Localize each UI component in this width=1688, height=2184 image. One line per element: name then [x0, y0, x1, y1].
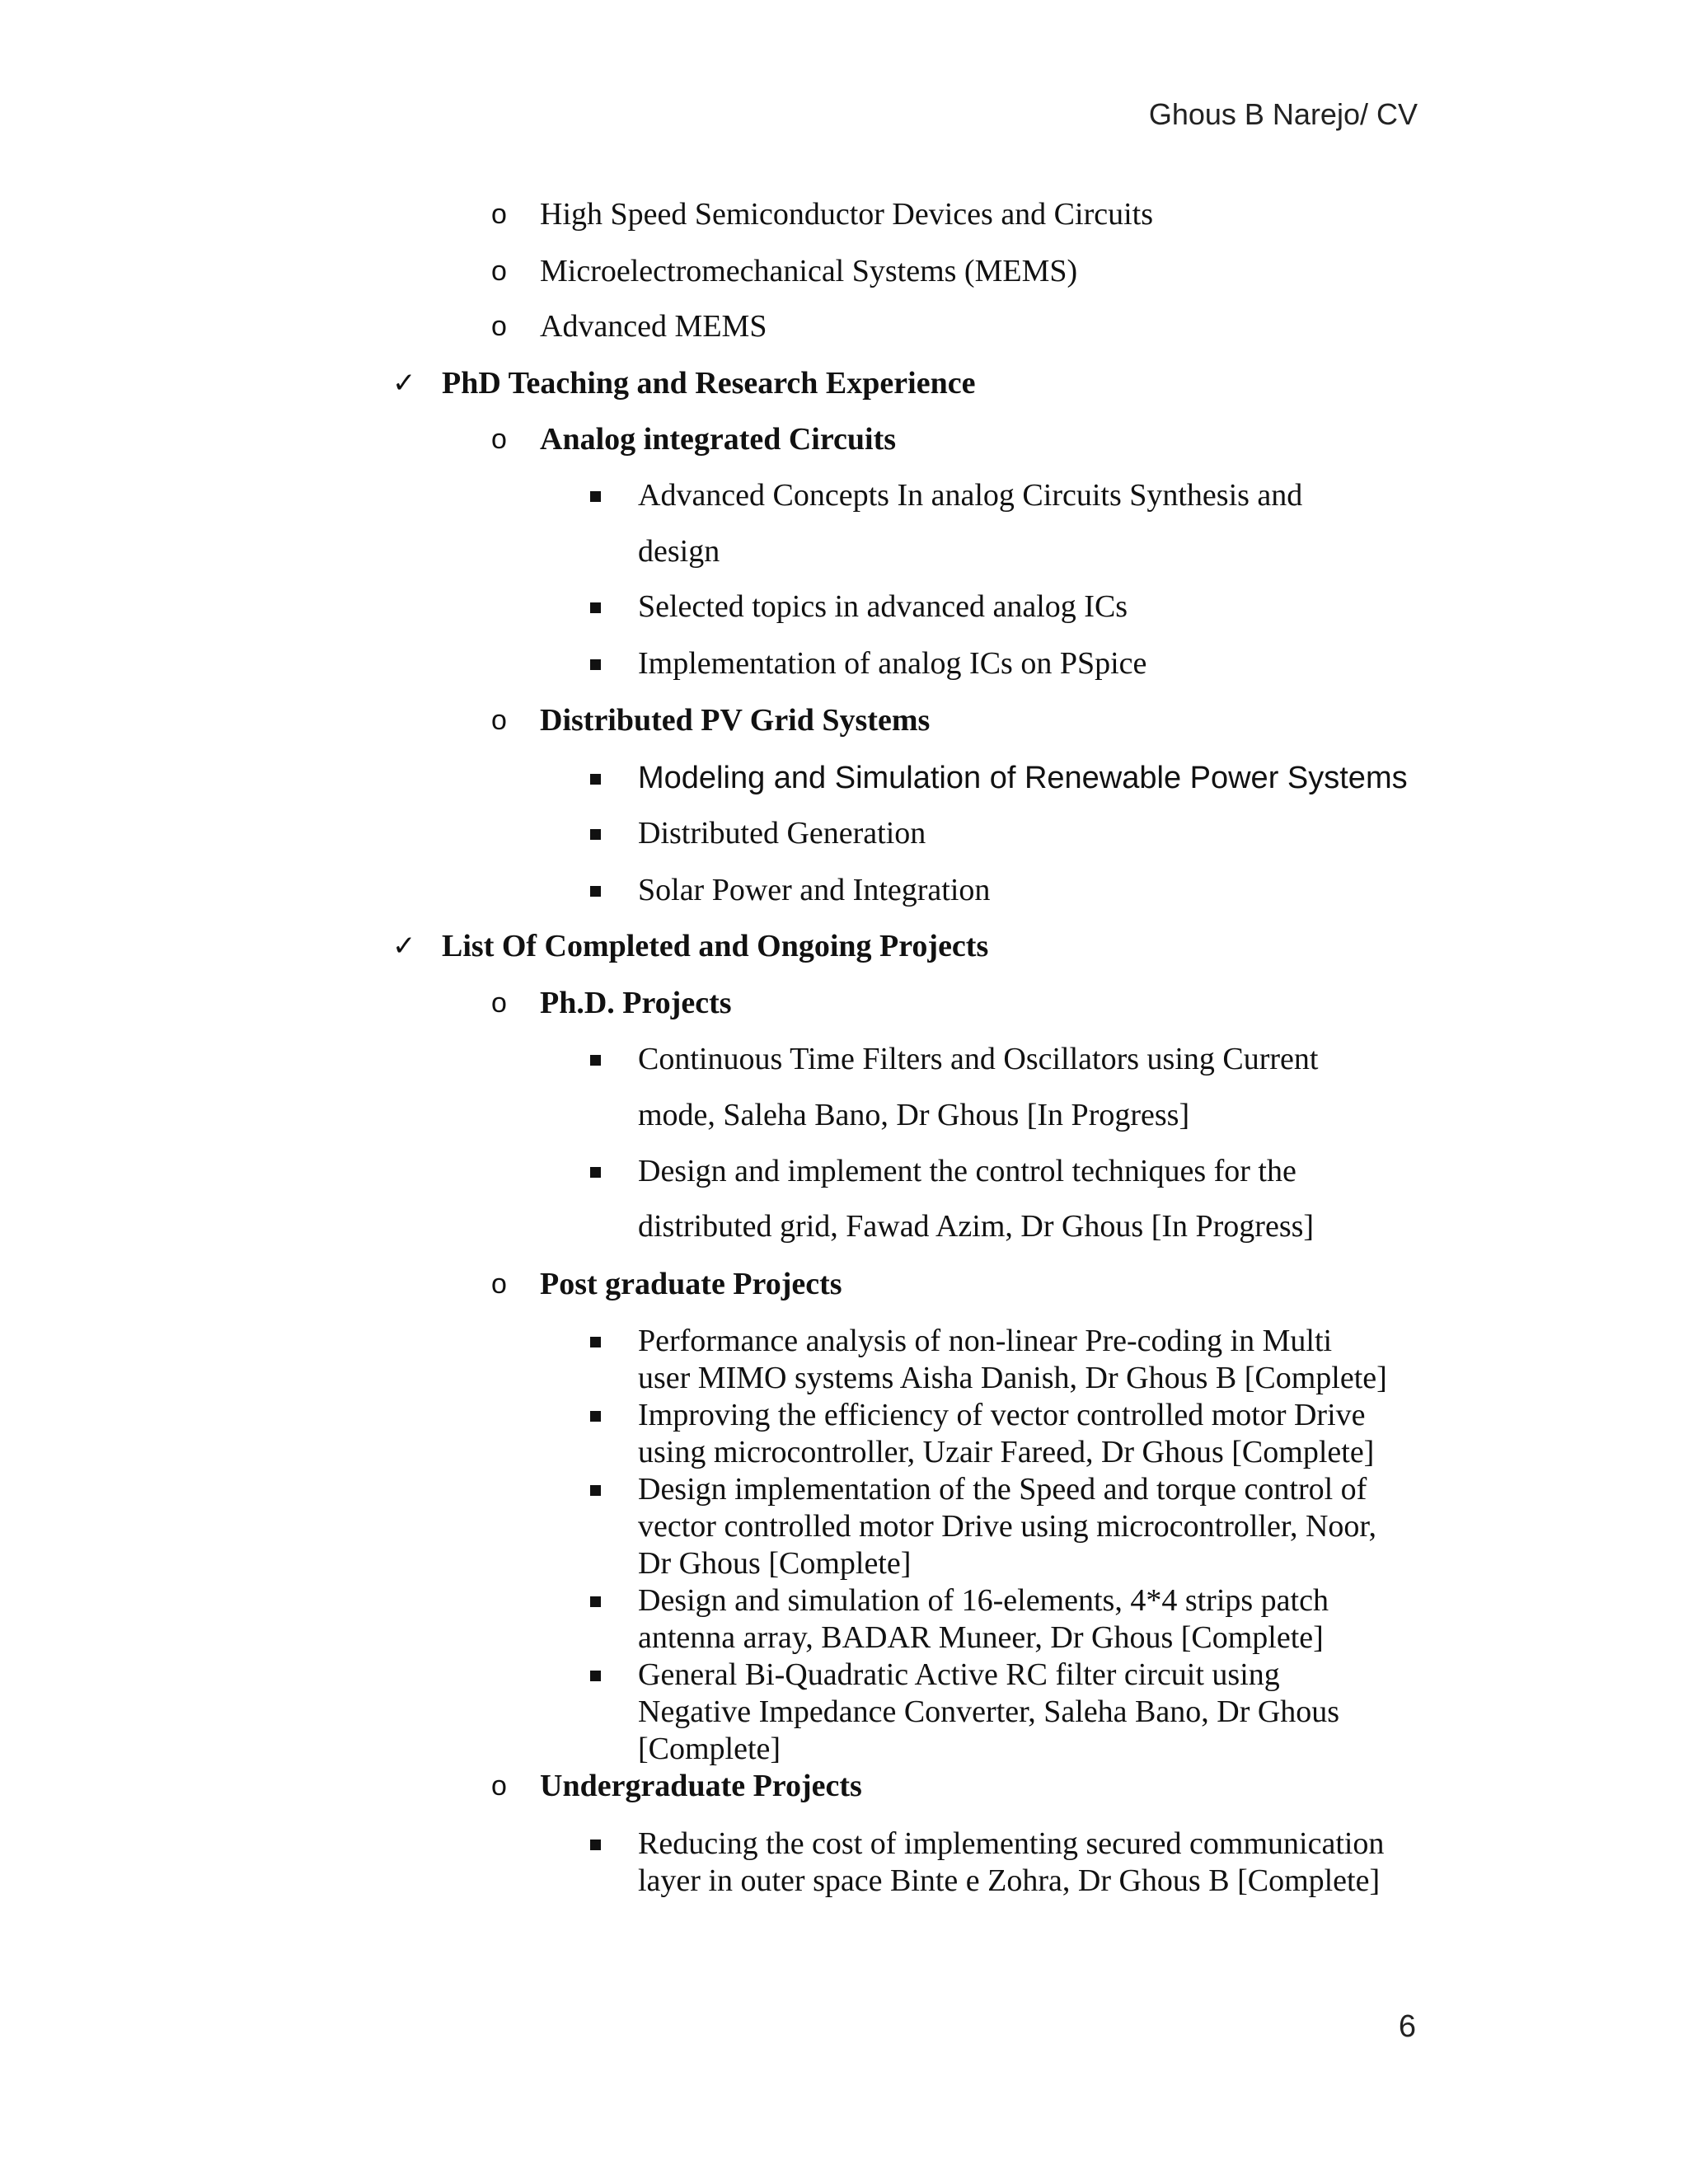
- square-bullet-icon: [590, 1055, 601, 1066]
- list-item-continuation: mode, Saleha Bano, Dr Ghous [In Progress]: [638, 1098, 1190, 1132]
- list-item: Advanced Concepts In analog Circuits Synthesis and: [638, 478, 1303, 513]
- section-heading: List Of Completed and Ongoing Projects: [442, 929, 989, 963]
- list-item: Reducing the cost of implementing secured communication: [638, 1826, 1385, 1861]
- square-bullet-icon: [590, 1671, 601, 1681]
- list-item-continuation: distributed grid, Fawad Azim, Dr Ghous [In Progress]: [638, 1209, 1315, 1244]
- list-item-continuation: using microcontroller, Uzair Fareed, Dr Ghous [Complete]: [638, 1435, 1375, 1469]
- circle-bullet-icon: o: [491, 424, 507, 455]
- list-item: Advanced MEMS: [540, 309, 767, 344]
- list-item-continuation: design: [638, 534, 720, 569]
- square-bullet-icon: [590, 1337, 601, 1347]
- list-item-continuation: Negative Impedance Converter, Saleha Bano, Dr Ghous: [638, 1694, 1340, 1729]
- subsection-heading: Analog integrated Circuits: [540, 422, 897, 457]
- square-bullet-icon: [590, 1167, 601, 1178]
- list-item: Modeling and Simulation of Renewable Power Systems: [638, 761, 1408, 795]
- square-bullet-icon: [590, 774, 601, 785]
- list-item: Solar Power and Integration: [638, 873, 991, 907]
- circle-bullet-icon: o: [491, 311, 507, 342]
- list-item: Implementation of analog ICs on PSpice: [638, 646, 1147, 681]
- list-item: Continuous Time Filters and Oscillators using Current: [638, 1042, 1319, 1076]
- subsection-heading: Post graduate Projects: [540, 1267, 842, 1301]
- list-item-continuation: vector controlled motor Drive using microcontroller, Noor,: [638, 1509, 1377, 1544]
- circle-bullet-icon: o: [491, 987, 507, 1019]
- list-item: Design and simulation of 16-elements, 4*4 strips patch: [638, 1583, 1329, 1618]
- subsection-heading: Distributed PV Grid Systems: [540, 703, 931, 738]
- checkmark-icon: ✓: [392, 930, 416, 963]
- square-bullet-icon: [590, 1411, 601, 1422]
- list-item-continuation: Dr Ghous [Complete]: [638, 1546, 912, 1581]
- list-item: Distributed Generation: [638, 816, 926, 851]
- page-header: Ghous B Narejo/ CV: [1148, 97, 1418, 131]
- list-item-continuation: user MIMO systems Aisha Danish, Dr Ghous B [Complete]: [638, 1361, 1387, 1395]
- circle-bullet-icon: o: [491, 255, 507, 287]
- square-bullet-icon: [590, 829, 601, 840]
- square-bullet-icon: [590, 1485, 601, 1496]
- square-bullet-icon: [590, 602, 601, 613]
- list-item: Design implementation of the Speed and torque control of: [638, 1472, 1367, 1507]
- list-item: Microelectromechanical Systems (MEMS): [540, 254, 1078, 288]
- list-item-continuation: layer in outer space Binte e Zohra, Dr Ghous B [Complete]: [638, 1863, 1381, 1898]
- square-bullet-icon: [590, 886, 601, 897]
- list-item: Selected topics in advanced analog ICs: [638, 589, 1128, 624]
- square-bullet-icon: [590, 1840, 601, 1850]
- section-heading: PhD Teaching and Research Experience: [442, 366, 976, 401]
- list-item: Performance analysis of non-linear Pre-coding in Multi: [638, 1324, 1333, 1358]
- circle-bullet-icon: o: [491, 1268, 507, 1300]
- circle-bullet-icon: o: [491, 199, 507, 230]
- list-item: General Bi-Quadratic Active RC filter circuit using: [638, 1657, 1280, 1692]
- list-item: Design and implement the control techniques for the: [638, 1154, 1296, 1188]
- square-bullet-icon: [590, 659, 601, 670]
- circle-bullet-icon: o: [491, 705, 507, 736]
- square-bullet-icon: [590, 1596, 601, 1607]
- list-item: Improving the efficiency of vector controlled motor Drive: [638, 1398, 1366, 1432]
- list-item: High Speed Semiconductor Devices and Circuits: [540, 197, 1154, 232]
- subsection-heading: Undergraduate Projects: [540, 1769, 862, 1803]
- page-number: 6: [1398, 2009, 1416, 2044]
- list-item-continuation: antenna array, BADAR Muneer, Dr Ghous [Complete]: [638, 1620, 1324, 1655]
- circle-bullet-icon: o: [491, 1770, 507, 1802]
- checkmark-icon: ✓: [392, 367, 416, 400]
- list-item-continuation: [Complete]: [638, 1732, 781, 1766]
- square-bullet-icon: [590, 491, 601, 502]
- subsection-heading: Ph.D. Projects: [540, 986, 732, 1020]
